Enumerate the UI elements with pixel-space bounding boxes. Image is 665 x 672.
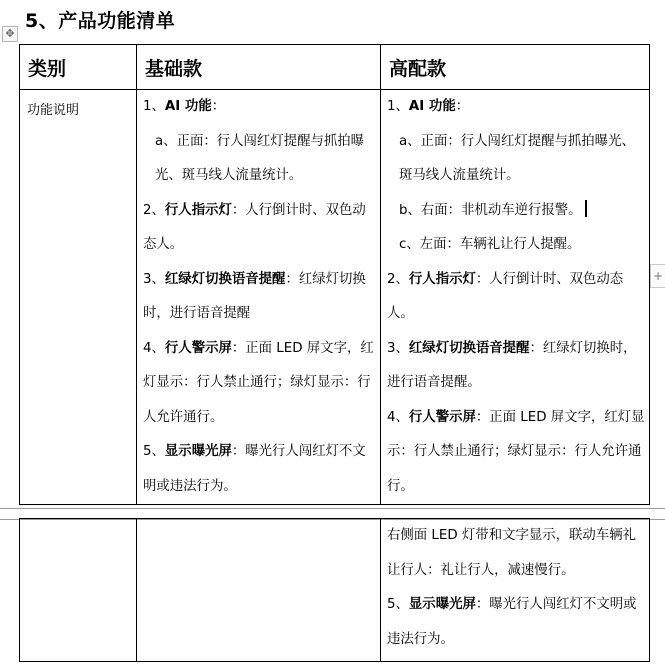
- feature-text: 右侧面 LED 灯带和文字显示，联动车辆礼让行人：礼让行人，减速慢行。: [387, 528, 636, 578]
- text-cursor: [585, 200, 587, 217]
- feature-description: ：曝光行人闯红灯不文明或违法行为。: [387, 597, 637, 647]
- feature-description: ：人行倒计时、双色动态人。: [387, 271, 624, 321]
- feature-line: [143, 194, 377, 263]
- feature-title: 显示曝光屏: [408, 597, 476, 612]
- table-move-handle-icon[interactable]: ✥: [2, 26, 18, 42]
- feature-description: ：: [211, 99, 226, 114]
- header-basic-label: 基础款: [145, 57, 203, 80]
- feature-line: [143, 435, 377, 504]
- feature-line: [143, 125, 377, 194]
- feature-description: ：红绿灯切换时，进行语音提醒: [143, 271, 366, 321]
- feature-description: ：红绿灯切换时，进行语音提醒。: [387, 340, 637, 390]
- feature-title: 行人指示灯: [164, 202, 232, 218]
- feature-description: ：正面 LED 屏文字，红灯显示：行人禁止通行；绿灯显示：行人允许通行。: [387, 409, 645, 494]
- feature-number: 2、: [387, 271, 409, 287]
- feature-line: [387, 519, 646, 588]
- feature-text: c、左面：车辆礼让行人提醒。: [399, 237, 581, 252]
- category-cell[interactable]: 功能说明: [20, 90, 137, 505]
- feature-description: ：正面 LED 屏文字，红灯显示：行人禁止通行；绿灯显示：行人允许通行。: [143, 340, 374, 425]
- feature-title: 红绿灯切换语音提醒: [164, 271, 286, 287]
- premium-features-cell[interactable]: [381, 90, 650, 505]
- feature-title: 行人指示灯: [408, 271, 476, 287]
- feature-number: 3、: [387, 340, 409, 356]
- table-row: [20, 90, 650, 505]
- feature-title: 显示曝光屏: [164, 444, 232, 459]
- feature-line: [387, 401, 646, 505]
- table-row: [20, 519, 650, 662]
- feature-title: AI 功能: [408, 99, 456, 114]
- feature-text: b、右面：非机动车逆行报警。: [399, 202, 582, 218]
- feature-table-continued: [19, 518, 650, 662]
- feature-title: 行人警示屏: [408, 409, 476, 425]
- add-column-icon[interactable]: +: [650, 264, 665, 288]
- feature-number: 4、: [143, 340, 165, 356]
- header-premium[interactable]: [381, 45, 650, 90]
- feature-title: AI 功能: [164, 99, 212, 114]
- feature-line: [143, 263, 377, 332]
- feature-text: a、正面：行人闯红灯提醒与抓拍曝光、斑马线人流量统计。: [155, 133, 365, 183]
- table-header-row: [20, 45, 650, 90]
- basic-features-cell[interactable]: [137, 90, 381, 505]
- feature-description: ：曝光行人闯红灯不文明或违法行为。: [143, 444, 366, 494]
- feature-line: [387, 125, 646, 194]
- header-premium-label: 高配款: [389, 57, 447, 80]
- feature-description: ：: [455, 99, 470, 114]
- feature-line: [143, 90, 377, 125]
- header-category-label: 类别: [28, 57, 67, 80]
- feature-number: 3、: [143, 271, 165, 287]
- feature-text: a、正面：行人闯红灯提醒与抓拍曝光、斑马线人流量统计。: [399, 133, 635, 183]
- section-heading: 5、产品功能清单: [25, 10, 176, 32]
- feature-number: 5、: [143, 444, 165, 459]
- header-basic[interactable]: [137, 45, 381, 90]
- feature-number: 2、: [143, 202, 165, 218]
- basic-features-cell-continued[interactable]: [137, 519, 381, 662]
- premium-features-cell-continued[interactable]: [381, 519, 650, 662]
- feature-line: [387, 263, 646, 332]
- feature-number: 5、: [387, 597, 409, 612]
- feature-line: [387, 332, 646, 401]
- feature-line: [387, 194, 646, 229]
- category-cell-continued[interactable]: [20, 519, 137, 662]
- feature-title: 行人警示屏: [164, 340, 232, 356]
- feature-line: [387, 228, 646, 263]
- feature-number: 4、: [387, 409, 409, 425]
- feature-line: [387, 588, 646, 657]
- feature-description: ：人行倒计时、双色动态人。: [143, 202, 366, 252]
- header-category[interactable]: [20, 45, 137, 90]
- feature-title: 红绿灯切换语音提醒: [408, 340, 530, 356]
- feature-line: [387, 90, 646, 125]
- feature-number: 1、: [387, 99, 409, 114]
- feature-line: [143, 332, 377, 436]
- feature-table: [19, 44, 650, 505]
- feature-number: 1、: [143, 99, 165, 114]
